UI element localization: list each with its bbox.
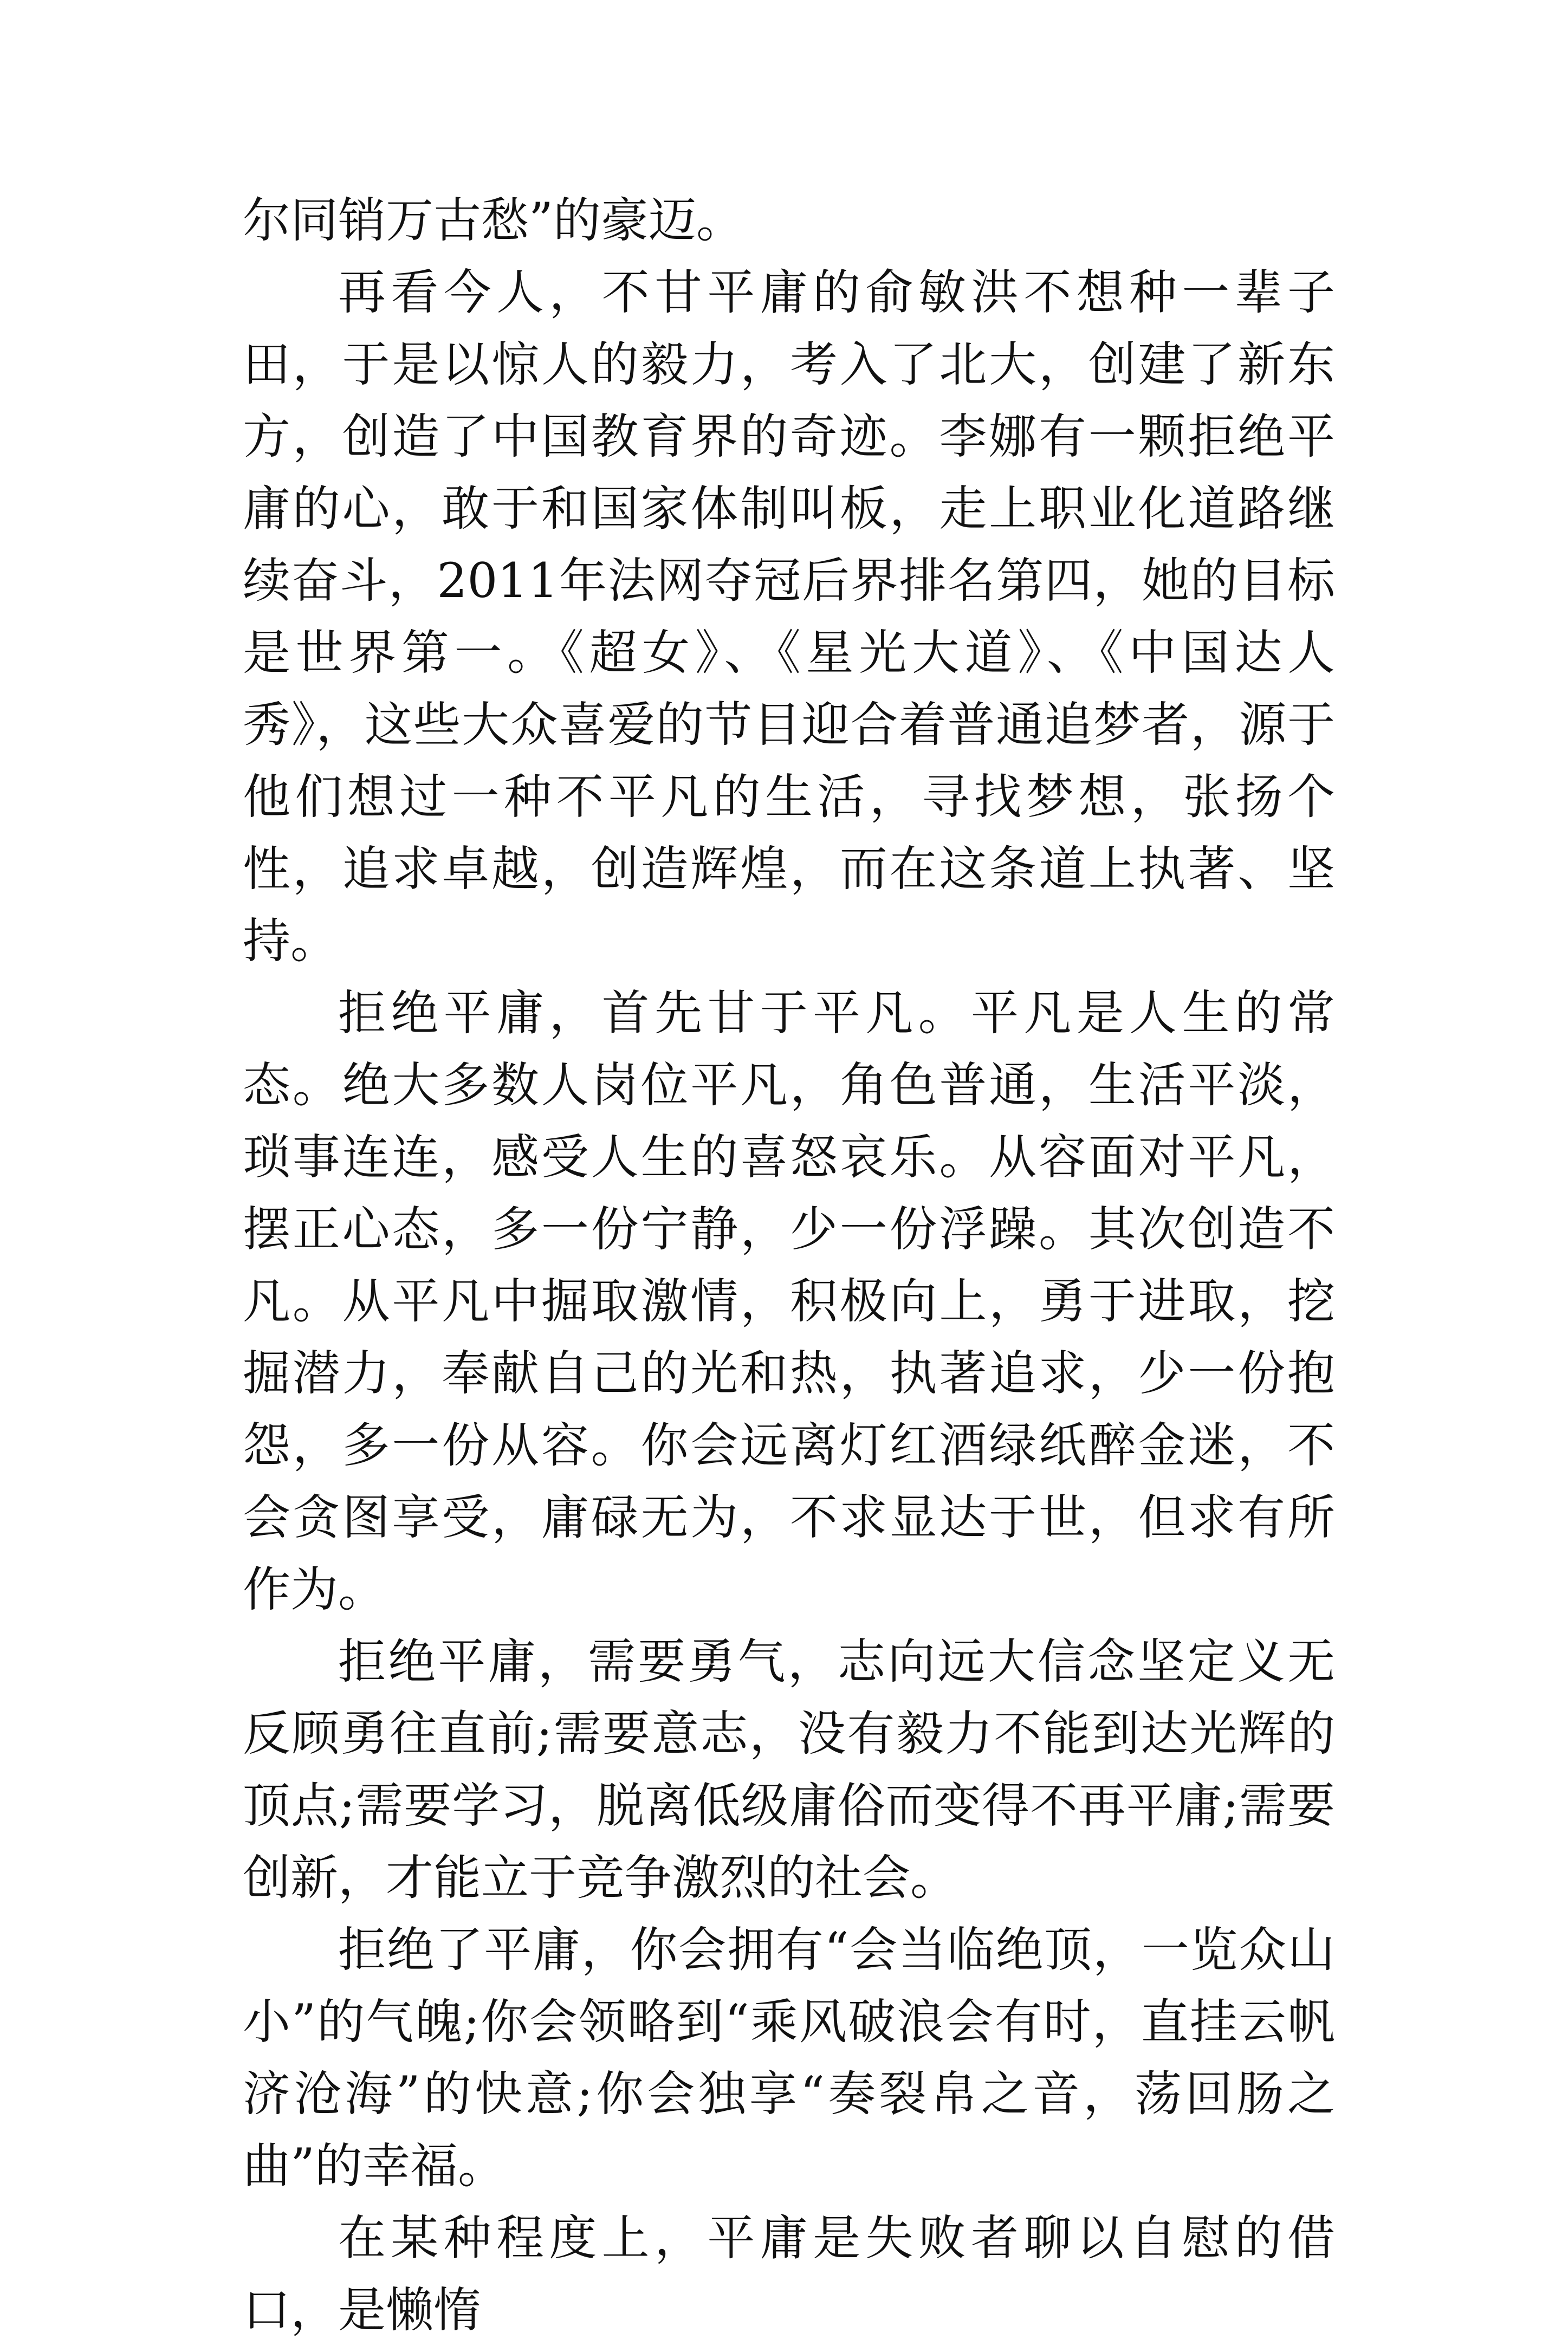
- paragraph-4: 拒绝平庸，需要勇气，志向远大信念坚定义无反顾勇往直前;需要意志，没有毅力不能到达光辉的顶点;需要学习，脱离低级庸俗而变得不再平庸;需要创新，才能立于竞争激烈的社会。: [243, 1634, 1335, 1906]
- paragraph-2: 再看今人，不甘平庸的俞敏洪不想种一辈子田，于是以惊人的毅力，考入了北大，创建了新东方，创造了中国教育界的奇迹。李娜有一颗拒绝平庸的心，敢于和国家体制叫板，走上职业化道路继续奋斗，2011年法网夺冠后界排名第四，她的目标是世界第一。《超女》、《星光大道》、《中国达人秀》，这些大众喜爱的节目迎合着普通追梦者，源于他们想过一种不平凡的生活，寻找梦想，张扬个性，追求卓越，创造辉煌，而在这条道上执著、坚持。: [243, 264, 1335, 969]
- paragraph-6: 在某种程度上，平庸是失败者聊以自慰的借口，是懒惰: [243, 2210, 1335, 2338]
- paragraph-1: 尔同销万古愁”的豪迈。: [243, 192, 744, 248]
- paragraph-3: 拒绝平庸，首先甘于平凡。平凡是人生的常态。绝大多数人岗位平凡，角色普通，生活平淡，琐事连连，感受人生的喜怒哀乐。从容面对平凡，摆正心态，多一份宁静，少一份浮躁。其次创造不凡。从平凡中掘取激情，积极向上，勇于进取，挖掘潜力，奉献自己的光和热，执著追求，少一份抱怨，多一份从容。你会远离灯红酒绿纸醉金迷，不会贪图享受，庸碌无为，不求显达于世，但求有所作为。: [243, 985, 1335, 1617]
- paragraph-5: 拒绝了平庸，你会拥有“会当临绝顶，一览众山小”的气魄;你会领略到“乘风破浪会有时，直挂云帆济沧海”的快意;你会独享“奏裂帛之音，荡回肠之曲”的幸福。: [243, 1922, 1335, 2194]
- document-body: [243, 184, 1335, 2346]
